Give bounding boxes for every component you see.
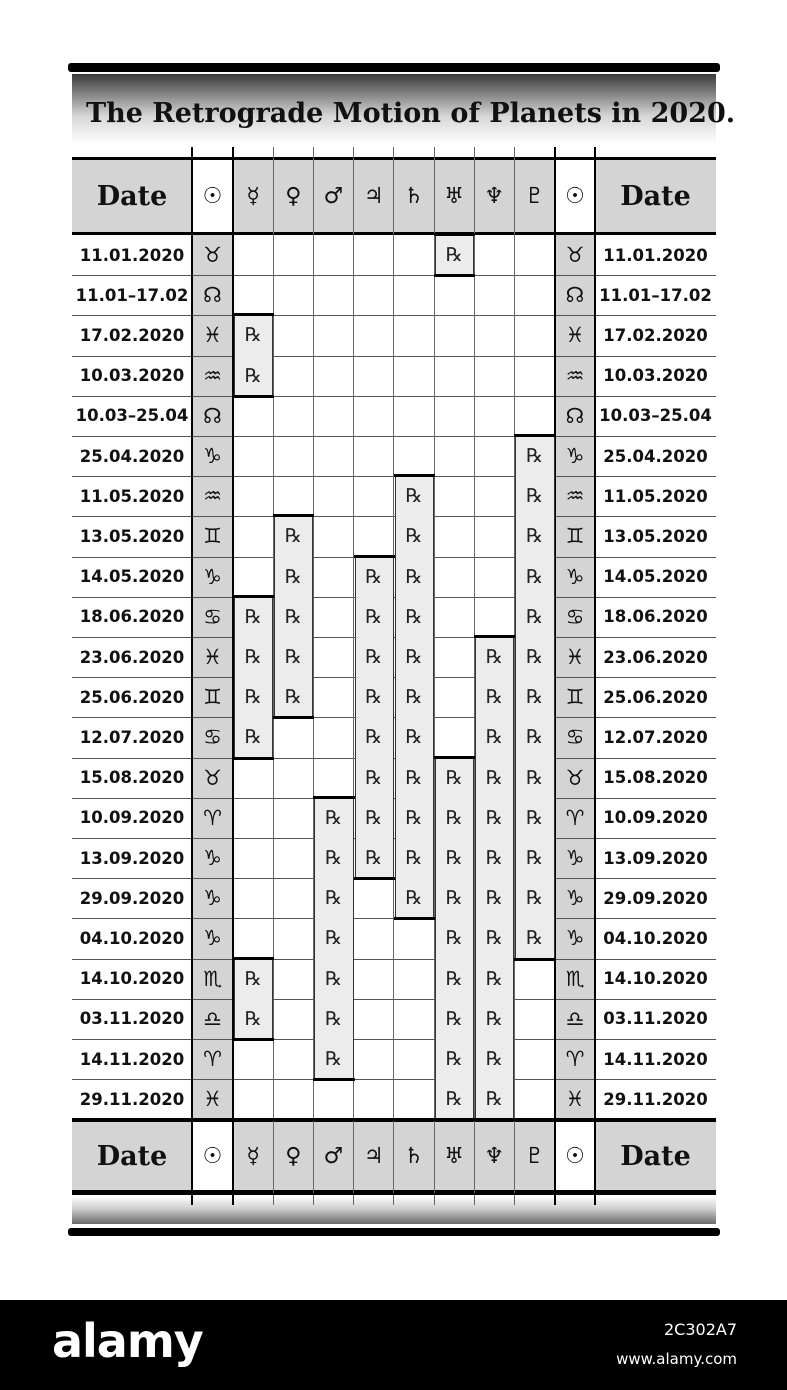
retrograde-mark: ℞	[324, 927, 342, 950]
row-date-right: 12.07.2020	[603, 727, 708, 747]
zodiac-sign-right: ♑	[565, 846, 585, 871]
zodiac-sign-left: ♑	[203, 886, 222, 911]
retrograde-mark: ℞	[244, 605, 262, 628]
planet-symbol-jupiter: ♃	[363, 1143, 384, 1169]
zodiac-sign-left: ♒	[203, 363, 222, 388]
zodiac-sign-left: ♑	[203, 444, 222, 469]
zodiac-sign-right: ♉	[565, 765, 585, 790]
zodiac-sign-right: ♓	[565, 323, 585, 348]
retrograde-mark: ℞	[405, 525, 423, 548]
zodiac-sign-right: ☊	[565, 283, 585, 308]
planet-symbol-saturn: ♄	[404, 1143, 424, 1169]
zodiac-sign-right: ♑	[565, 444, 585, 469]
chart-title: The Retrograde Motion of Planets in 2020.	[86, 98, 736, 129]
retrograde-mark: ℞	[365, 766, 383, 789]
retrograde-mark: ℞	[525, 726, 543, 749]
zodiac-sign-left: ♏	[203, 966, 222, 991]
row-date-right: 23.06.2020	[603, 647, 708, 667]
row-date-right: 03.11.2020	[603, 1009, 708, 1029]
row-date-right: 14.11.2020	[603, 1049, 708, 1069]
retrograde-mark: ℞	[445, 244, 463, 267]
row-date-left: 11.01–17.02	[75, 285, 189, 305]
planet-symbol-pluto: ♇	[524, 1143, 545, 1169]
retrograde-mark: ℞	[244, 324, 262, 347]
retrograde-mark: ℞	[525, 806, 543, 829]
row-date-left: 25.06.2020	[79, 687, 185, 707]
retrograde-mark: ℞	[405, 605, 423, 628]
retrograde-mark: ℞	[324, 806, 342, 829]
zodiac-sign-right: ♉	[565, 243, 585, 268]
retrograde-mark: ℞	[445, 847, 463, 870]
zodiac-sign-left: ♊	[203, 524, 222, 549]
retrograde-mark: ℞	[244, 1007, 262, 1030]
planet-symbol-pluto: ♇	[524, 183, 545, 209]
retrograde-mark: ℞	[365, 806, 383, 829]
zodiac-sign-right: ♒	[565, 363, 585, 388]
zodiac-sign-left: ♋	[203, 725, 222, 750]
retrograde-mark: ℞	[525, 887, 543, 910]
planet-symbol-venus: ♀	[285, 1143, 302, 1169]
footer-image-id: 2C302A7	[663, 1320, 737, 1339]
row-date-left: 14.05.2020	[79, 567, 185, 587]
retrograde-mark: ℞	[485, 806, 503, 829]
planet-symbol-uranus: ♅	[444, 1143, 464, 1169]
zodiac-sign-left: ♉	[203, 243, 222, 268]
row-date-right: 14.05.2020	[603, 567, 708, 587]
row-date-left: 12.07.2020	[79, 727, 185, 747]
retrograde-mark: ℞	[445, 806, 463, 829]
retrograde-mark: ℞	[525, 766, 543, 789]
planet-symbol-mars: ♂	[323, 183, 344, 209]
retrograde-mark: ℞	[324, 967, 342, 990]
sun-symbol-header: ☉	[565, 1143, 585, 1169]
retrograde-mark: ℞	[485, 726, 503, 749]
zodiac-sign-right: ☊	[565, 403, 585, 428]
retrograde-mark: ℞	[525, 485, 543, 508]
zodiac-sign-right: ♑	[565, 926, 585, 951]
row-date-left: 10.03.2020	[79, 366, 185, 386]
retrograde-mark: ℞	[485, 1007, 503, 1030]
retrograde-mark: ℞	[365, 847, 383, 870]
sun-symbol-header: ☉	[202, 1143, 223, 1169]
row-date-left: 10.09.2020	[79, 808, 185, 828]
row-date-right: 10.09.2020	[603, 808, 708, 828]
zodiac-sign-left: ♉	[203, 765, 222, 790]
zodiac-sign-left: ♋	[203, 604, 222, 629]
retrograde-mark: ℞	[284, 646, 302, 669]
retrograde-mark: ℞	[485, 766, 503, 789]
retrograde-mark: ℞	[244, 646, 262, 669]
row-date-right: 29.09.2020	[603, 888, 708, 908]
row-date-left: 04.10.2020	[79, 928, 185, 948]
zodiac-sign-left: ♎	[203, 1006, 222, 1031]
planet-symbol-neptune: ♆	[484, 183, 505, 209]
footer-brand: alamy	[52, 1314, 203, 1368]
zodiac-sign-right: ♎	[565, 1006, 585, 1031]
watermark-footer	[0, 1300, 787, 1390]
retrograde-mark: ℞	[244, 726, 262, 749]
sun-symbol-header: ☉	[202, 183, 223, 209]
retrograde-mark: ℞	[405, 565, 423, 588]
retrograde-mark: ℞	[445, 1048, 463, 1071]
retrograde-mark: ℞	[445, 967, 463, 990]
row-date-right: 14.10.2020	[603, 969, 708, 989]
retrograde-mark: ℞	[405, 887, 423, 910]
planet-symbol-neptune: ♆	[484, 1143, 505, 1169]
retrograde-mark: ℞	[485, 686, 503, 709]
row-date-right: 25.04.2020	[603, 446, 708, 466]
row-date-left: 14.10.2020	[79, 969, 185, 989]
zodiac-sign-left: ♑	[203, 926, 222, 951]
date-header-right: Date	[620, 1140, 691, 1172]
row-date-left: 25.04.2020	[79, 446, 185, 466]
retrograde-mark: ℞	[324, 847, 342, 870]
zodiac-sign-left: ♓	[203, 323, 222, 348]
row-date-left: 14.11.2020	[79, 1049, 185, 1069]
planet-symbol-mercury: ☿	[246, 183, 260, 209]
retrograde-mark: ℞	[445, 927, 463, 950]
sun-symbol-header: ☉	[565, 183, 585, 209]
retrograde-mark: ℞	[405, 766, 423, 789]
retrograde-mark: ℞	[284, 565, 302, 588]
zodiac-sign-left: ♊	[203, 685, 222, 710]
retrograde-mark: ℞	[485, 887, 503, 910]
row-date-right: 15.08.2020	[603, 768, 708, 788]
zodiac-sign-right: ♊	[565, 685, 585, 710]
retrograde-mark: ℞	[485, 847, 503, 870]
planet-symbol-mercury: ☿	[246, 1143, 260, 1169]
retrograde-mark: ℞	[405, 686, 423, 709]
planet-symbol-uranus: ♅	[444, 183, 464, 209]
row-date-left: 10.03–25.04	[75, 406, 189, 426]
zodiac-sign-right: ♓	[565, 1087, 585, 1112]
retrograde-mark: ℞	[284, 686, 302, 709]
retrograde-mark: ℞	[485, 967, 503, 990]
row-date-right: 11.01–17.02	[599, 285, 712, 305]
row-date-right: 10.03.2020	[603, 366, 708, 386]
row-date-right: 13.09.2020	[603, 848, 708, 868]
retrograde-mark: ℞	[445, 766, 463, 789]
retrograde-mark: ℞	[405, 726, 423, 749]
row-date-right: 10.03–25.04	[599, 406, 712, 426]
retrograde-mark: ℞	[365, 605, 383, 628]
retrograde-mark: ℞	[525, 605, 543, 628]
zodiac-sign-right: ♑	[565, 564, 585, 589]
retrograde-mark: ℞	[445, 887, 463, 910]
retrograde-mark: ℞	[405, 646, 423, 669]
retrograde-mark: ℞	[445, 1007, 463, 1030]
row-date-right: 11.01.2020	[603, 245, 708, 265]
zodiac-sign-right: ♈	[565, 1047, 585, 1072]
retrograde-mark: ℞	[244, 364, 262, 387]
zodiac-sign-right: ♒	[565, 484, 585, 509]
planet-symbol-mars: ♂	[323, 1143, 344, 1169]
row-date-right: 13.05.2020	[603, 526, 708, 546]
row-date-left: 29.11.2020	[79, 1089, 185, 1109]
zodiac-sign-left: ♈	[203, 1047, 222, 1072]
retrograde-mark: ℞	[525, 525, 543, 548]
bottom-rule	[68, 1228, 720, 1236]
row-date-left: 13.05.2020	[79, 526, 185, 546]
retrograde-mark: ℞	[284, 605, 302, 628]
row-date-left: 11.05.2020	[79, 486, 185, 506]
zodiac-sign-right: ♋	[565, 725, 585, 750]
planet-symbol-jupiter: ♃	[363, 183, 384, 209]
retrograde-mark: ℞	[244, 967, 262, 990]
retrograde-mark: ℞	[284, 525, 302, 548]
zodiac-sign-right: ♈	[565, 805, 585, 830]
row-date-right: 18.06.2020	[603, 607, 708, 627]
retrograde-mark: ℞	[244, 686, 262, 709]
row-date-left: 03.11.2020	[79, 1009, 185, 1029]
date-header-left: Date	[96, 1140, 168, 1172]
zodiac-sign-left: ☊	[203, 403, 222, 428]
row-date-left: 23.06.2020	[79, 647, 185, 667]
footer-url: www.alamy.com	[616, 1350, 737, 1368]
top-rule	[68, 63, 720, 72]
retrograde-mark: ℞	[405, 847, 423, 870]
retrograde-mark: ℞	[525, 686, 543, 709]
zodiac-sign-right: ♓	[565, 645, 585, 670]
grid-bottom-rule	[72, 1118, 716, 1121]
retrograde-mark: ℞	[485, 646, 503, 669]
zodiac-sign-left: ♈	[203, 805, 222, 830]
retrograde-mark: ℞	[365, 646, 383, 669]
row-date-right: 25.06.2020	[603, 687, 708, 707]
row-date-right: 04.10.2020	[603, 928, 708, 948]
retrograde-mark: ℞	[485, 1088, 503, 1111]
row-date-right: 17.02.2020	[603, 325, 708, 345]
row-date-right: 11.05.2020	[603, 486, 708, 506]
retrograde-mark: ℞	[365, 565, 383, 588]
zodiac-sign-right: ♏	[565, 966, 585, 991]
row-date-left: 11.01.2020	[79, 245, 185, 265]
retrograde-mark: ℞	[324, 887, 342, 910]
retrograde-mark: ℞	[525, 565, 543, 588]
row-date-right: 29.11.2020	[603, 1089, 708, 1109]
row-date-left: 15.08.2020	[79, 768, 185, 788]
retrograde-mark: ℞	[525, 847, 543, 870]
retrograde-mark: ℞	[485, 1048, 503, 1071]
retrograde-mark: ℞	[525, 646, 543, 669]
zodiac-sign-left: ♑	[203, 846, 222, 871]
zodiac-sign-right: ♋	[565, 604, 585, 629]
retrograde-mark: ℞	[485, 927, 503, 950]
planet-symbol-venus: ♀	[285, 183, 302, 209]
retrograde-mark: ℞	[405, 806, 423, 829]
date-header-right: Date	[620, 180, 691, 212]
zodiac-sign-left: ♓	[203, 1087, 222, 1112]
retrograde-mark: ℞	[525, 445, 543, 468]
retrograde-mark: ℞	[525, 927, 543, 950]
zodiac-sign-left: ☊	[203, 283, 222, 308]
retrograde-mark: ℞	[365, 686, 383, 709]
planet-symbol-saturn: ♄	[404, 183, 424, 209]
retrograde-mark: ℞	[445, 1088, 463, 1111]
date-header-left: Date	[96, 180, 168, 212]
retrograde-mark: ℞	[324, 1048, 342, 1071]
row-date-left: 29.09.2020	[79, 888, 185, 908]
zodiac-sign-left: ♓	[203, 645, 222, 670]
row-date-left: 18.06.2020	[79, 607, 185, 627]
zodiac-sign-right: ♑	[565, 886, 585, 911]
footer-header-rule	[72, 1193, 716, 1195]
zodiac-sign-left: ♒	[203, 484, 222, 509]
retrograde-mark: ℞	[365, 726, 383, 749]
zodiac-sign-right: ♊	[565, 524, 585, 549]
zodiac-sign-left: ♑	[203, 564, 222, 589]
retrograde-mark: ℞	[324, 1007, 342, 1030]
row-date-left: 13.09.2020	[79, 848, 185, 868]
row-date-left: 17.02.2020	[79, 325, 185, 345]
retrograde-mark: ℞	[405, 485, 423, 508]
